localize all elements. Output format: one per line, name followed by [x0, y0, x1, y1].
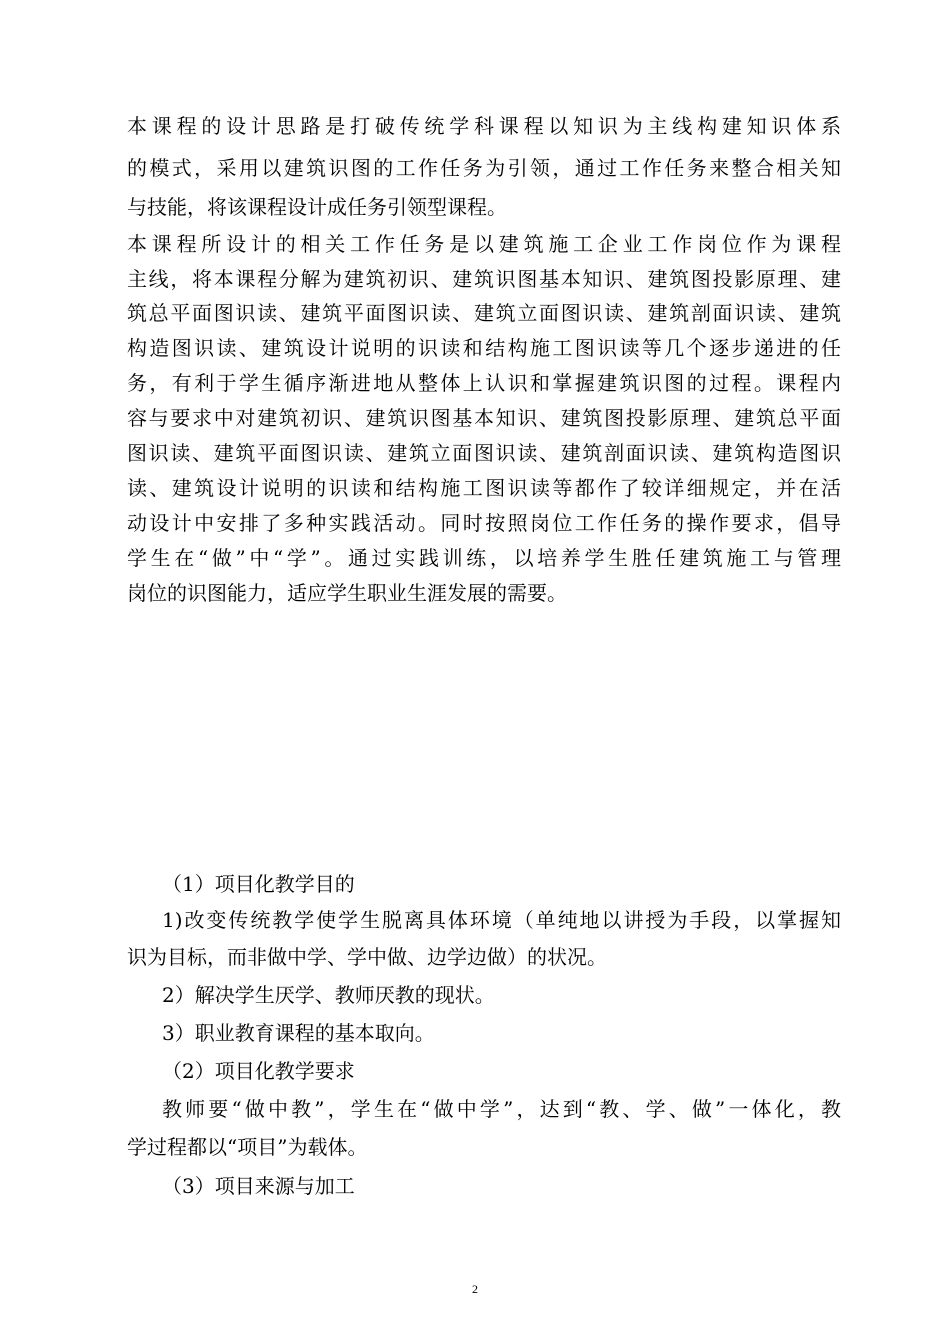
paragraph-line: 读、建筑设计说明的识读和结构施工图识读等都作了较详细规定，并在活	[127, 476, 841, 500]
list-item-line: 识为目标，而非做中学、学中做、边学边做）的状况。	[127, 945, 607, 969]
paragraph-line: 与技能，将该课程设计成任务引领型课程。	[127, 195, 507, 219]
paragraph-line: 务，有利于学生循序渐进地从整体上认识和掌握建筑识图的过程。课程内	[127, 371, 841, 395]
paragraph-line: 学生在“做”中“学”。通过实践训练，以培养学生胜任建筑施工与管理	[127, 546, 841, 570]
list-item: 3）职业教育课程的基本取向。	[162, 1021, 435, 1045]
paragraph-line: 图识读、建筑平面图识读、建筑立面图识读、建筑剖面识读、建筑构造图识	[127, 441, 841, 465]
paragraph-line: 教师要“做中教”，学生在“做中学”，达到“教、学、做”一体化，教	[162, 1097, 841, 1121]
paragraph-line: 岗位的识图能力，适应学生职业生涯发展的需要。	[127, 581, 567, 605]
paragraph-line: 本课程的设计思路是打破传统学科课程以知识为主线构建知识体系	[127, 114, 841, 138]
paragraph-line: 本课程所设计的相关工作任务是以建筑施工企业工作岗位作为课程	[127, 232, 841, 256]
paragraph-line: 容与要求中对建筑初识、建筑识图基本知识、建筑图投影原理、建筑总平面	[127, 406, 841, 430]
section-heading: （2）项目化教学要求	[162, 1059, 355, 1083]
section-heading: （1）项目化教学目的	[162, 872, 355, 896]
paragraph-line: 的模式，采用以建筑识图的工作任务为引领，通过工作任务来整合相关知	[127, 156, 841, 180]
list-item-line: 1)改变传统教学使学生脱离具体环境（单纯地以讲授为手段，以掌握知	[162, 908, 841, 932]
paragraph-line: 主线，将本课程分解为建筑初识、建筑识图基本知识、建筑图投影原理、建	[127, 267, 841, 291]
list-item: 2）解决学生厌学、教师厌教的现状。	[162, 983, 495, 1007]
paragraph-line: 学过程都以“项目”为载体。	[127, 1135, 368, 1159]
paragraph-line: 动设计中安排了多种实践活动。同时按照岗位工作任务的操作要求，倡导	[127, 511, 841, 535]
page-number: 2	[472, 1282, 478, 1296]
section-heading: （3）项目来源与加工	[162, 1174, 355, 1198]
paragraph-line: 筑总平面图识读、建筑平面图识读、建筑立面图识读、建筑剖面识读、建筑	[127, 301, 841, 325]
paragraph-line: 构造图识读、建筑设计说明的识读和结构施工图识读等几个逐步递进的任	[127, 336, 841, 360]
